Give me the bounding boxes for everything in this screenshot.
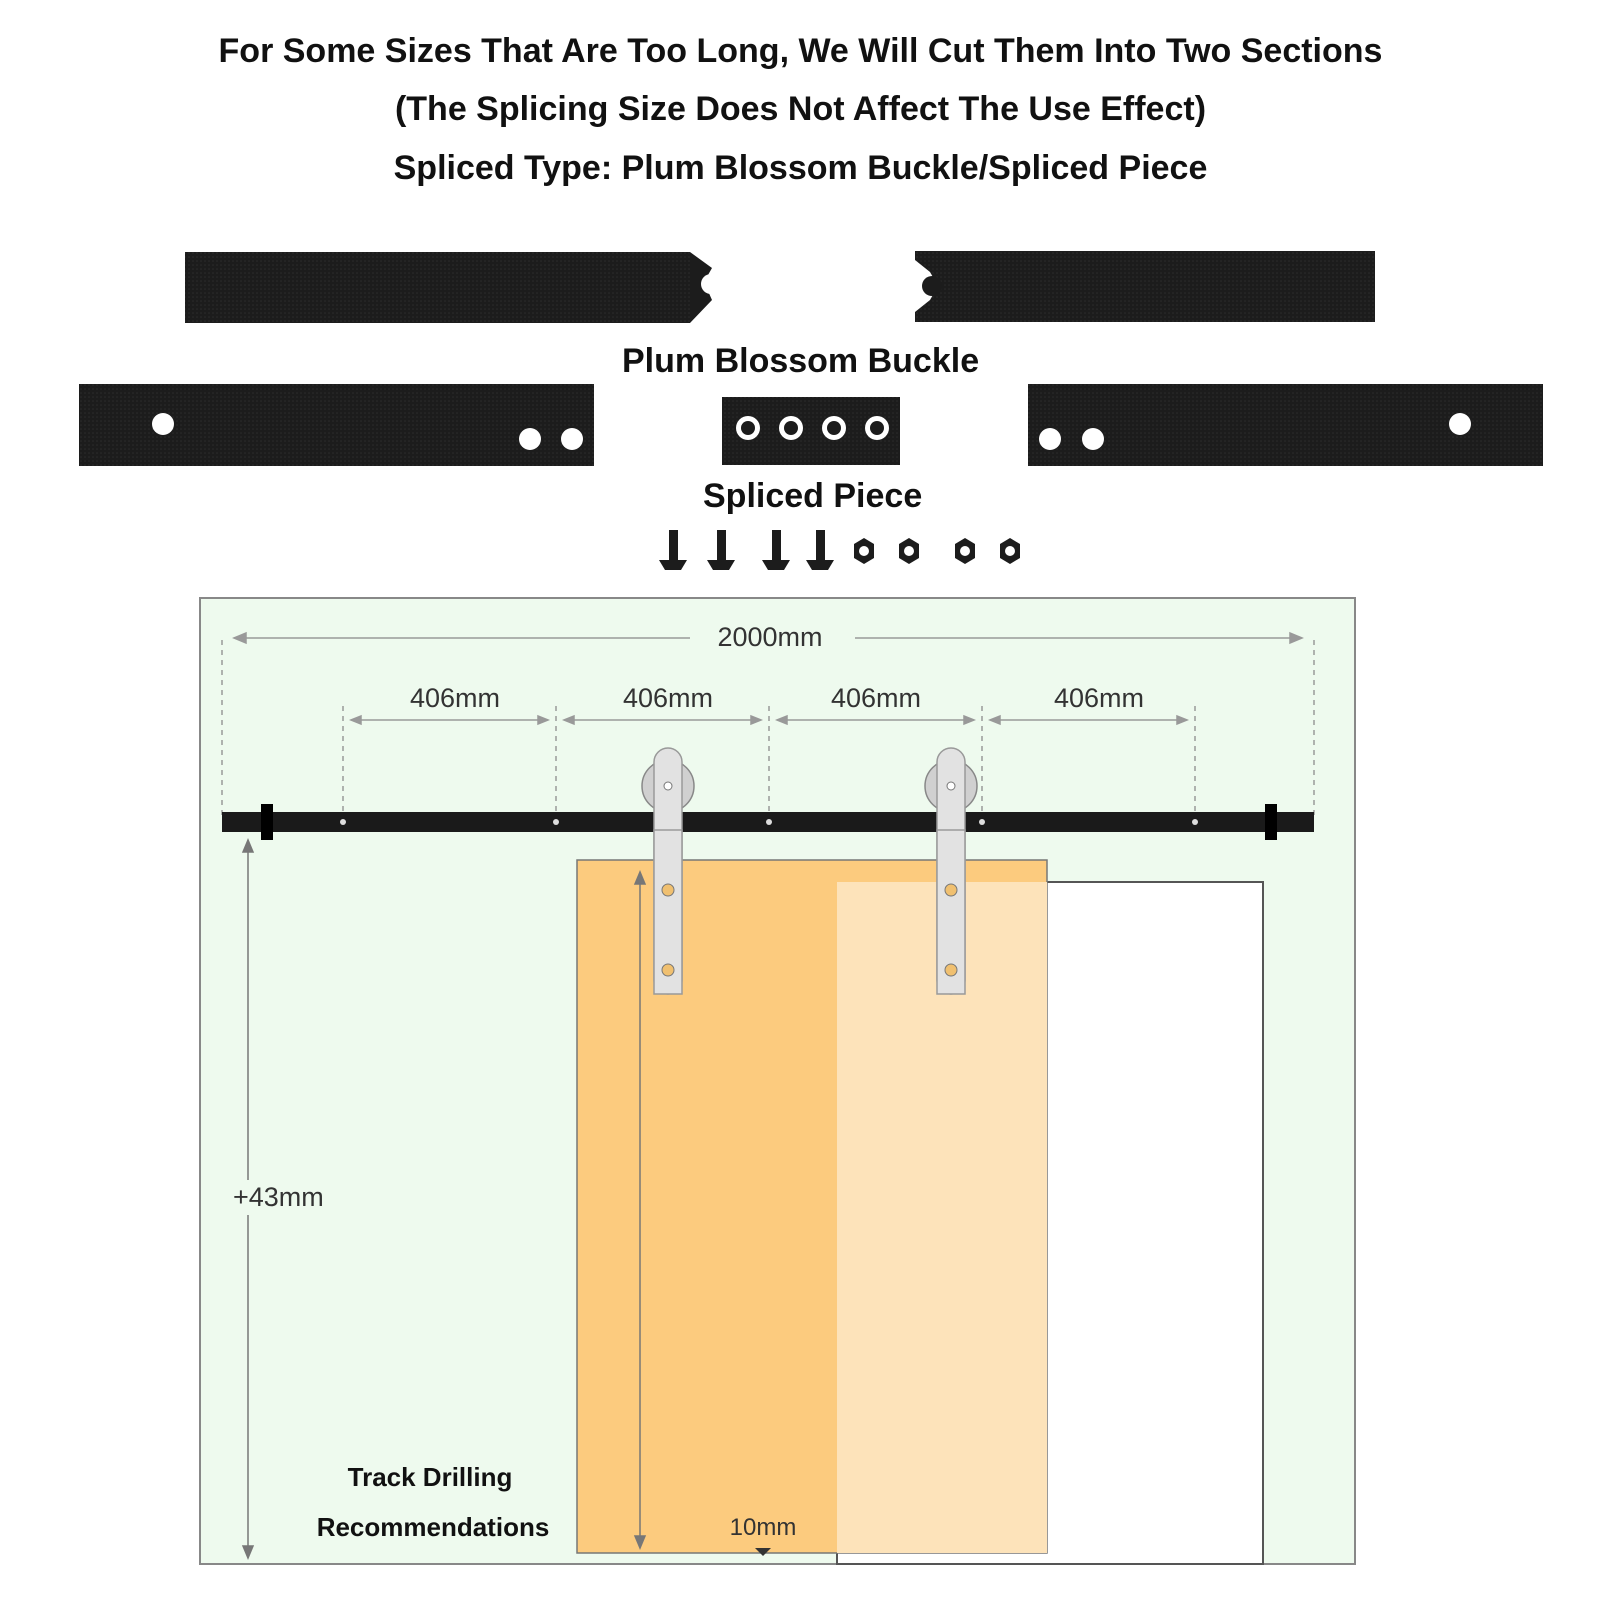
total-dimension-label: 2000mm bbox=[717, 622, 823, 652]
spliced-piece-label: Spliced Piece bbox=[703, 477, 923, 515]
drilling-note-line-1: Track Drilling bbox=[347, 1462, 513, 1492]
drilling-note-line-2: Recommendations bbox=[316, 1512, 550, 1542]
stopper-right bbox=[1265, 804, 1277, 840]
spacing-label-3: 406mm bbox=[830, 683, 922, 713]
spacing-label-2: 406mm bbox=[622, 683, 714, 713]
height-dimension-label: +43mm bbox=[233, 1182, 324, 1212]
plum-blossom-buckle-label: Plum Blossom Buckle bbox=[622, 342, 980, 380]
header-line-2: (The Splicing Size Does Not Affect The Use Effect) bbox=[394, 90, 1207, 128]
spacing-label-1: 406mm bbox=[409, 683, 501, 713]
spacing-label-4: 406mm bbox=[1053, 683, 1145, 713]
header-line-3: Spliced Type: Plum Blossom Buckle/Spliced Piece bbox=[393, 149, 1208, 187]
gap-dimension-label: 10mm bbox=[729, 1514, 797, 1541]
header-line-1: For Some Sizes That Are Too Long, We Will Cut Them Into Two Sections bbox=[218, 32, 1383, 70]
stopper-left bbox=[261, 804, 273, 840]
